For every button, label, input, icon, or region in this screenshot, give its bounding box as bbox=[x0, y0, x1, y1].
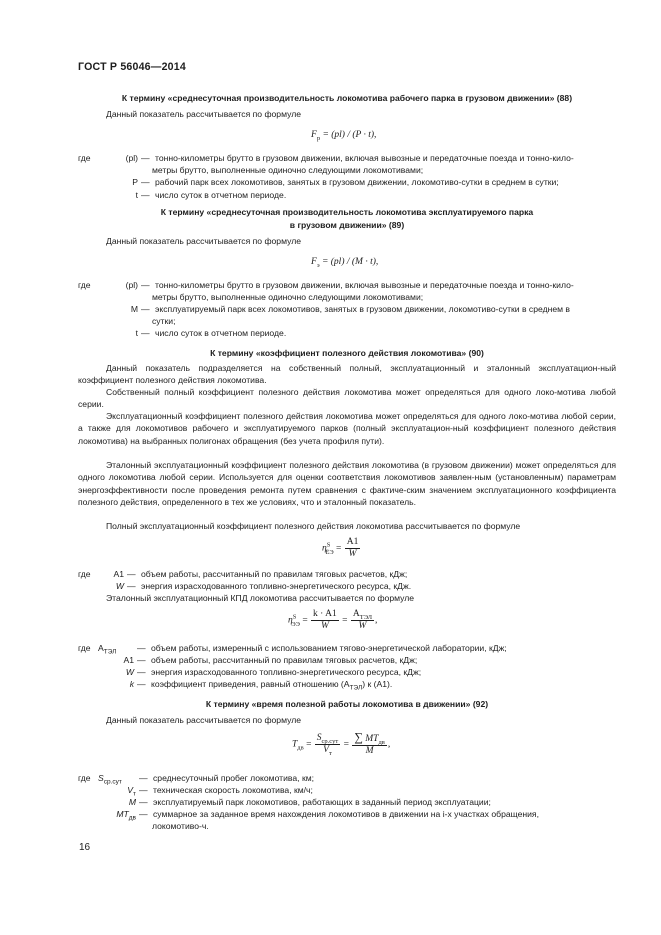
def-89-M: M — эксплуатируемый парк всех локомотивов, занятых в грузовом движении, локомотиво-сутки в среднем в bbox=[130, 304, 570, 314]
page-number: 16 bbox=[79, 842, 91, 853]
heading-90: К термину «коэффициент полезного действия локомотива» (90) bbox=[210, 348, 484, 358]
fraction: $\frac{k \cdot A1}{W}$ bbox=[313, 609, 337, 631]
formula-89-rhs: = (pl) / (M · t), bbox=[321, 257, 379, 267]
def-89-pl: где (pl) — тонно-километры брутто в грузовом движении, включая вывозные и передаточные поезда и тонно-кило- bbox=[78, 280, 574, 290]
formula-92: $T_{дв}$ = $\frac{S_{ср.сут}}{V_т}$ = $\frac{\sum MT_{дв}}{M}$ , bbox=[292, 730, 391, 757]
def-89-pl-cont: метры брутто, выполненные одиночно следующими локомотивами; bbox=[152, 292, 424, 302]
def-88-P: P — рабочий парк всех локомотивов, занятых в грузовом движении, локомотиво-сутки в среднем в сутки; bbox=[132, 177, 559, 187]
def-89-M-cont: сутки; bbox=[152, 316, 176, 326]
def-92-MT: $MT_{дв}$ — суммарное за заданное время нахождения локомотивов в движении на i-х участках обращения, bbox=[116, 809, 539, 822]
standard-header: ГОСТ Р 56046—2014 bbox=[78, 61, 186, 73]
def-92-MT-cont: локомотиво-ч. bbox=[152, 821, 209, 831]
para-90-3: Эксплуатационный коэффициент полезного действия локомотива может определяться для одного локо-мотива любой серии, а также для локомотивов рабочего и эксплуатируемого парков (полный эксплуатацион-ный коэффициент полезного действия локомотива) на выбранных полигонах обращения (без учета профиля пути). bbox=[78, 411, 616, 446]
intro-92: Данный показатель рассчитывается по формуле bbox=[106, 715, 301, 725]
formula-88-rhs: = (pl) / (P · t), bbox=[322, 130, 377, 140]
intro-89: Данный показатель рассчитывается по формуле bbox=[106, 236, 301, 246]
fraction: $\frac{\sum MT_{дв}}{M}$ bbox=[354, 730, 385, 756]
para-90-6: Эталонный эксплуатационный КПД локомотива рассчитывается по формуле bbox=[106, 593, 415, 603]
para-90-5: Полный эксплуатационный коэффициент полезного действия локомотива рассчитывается по формуле bbox=[106, 521, 521, 531]
def-88-t: t — число суток в отчетном периоде. bbox=[135, 190, 287, 200]
def-90-A1: где A1 — объем работы, рассчитанный по правилам тяговых расчетов, кДж; bbox=[78, 569, 408, 579]
def-88-pl-cont: метры брутто, выполненные одиночно следующими локомотивами; bbox=[152, 165, 424, 175]
def-92-M: M — эксплуатируемый парк локомотивов, работающих в заданный период эксплуатации; bbox=[128, 797, 491, 807]
heading-89-line1: К термину «среднесуточная производительность локомотива эксплуатируемого парка bbox=[160, 207, 534, 217]
para-90-1: Данный показатель подразделяется на собственный полный, эксплуатационный и эталонный эксплуатацион-ный коэффициент полезного действия локомотива. bbox=[78, 363, 616, 386]
def-92-V: $V_т$ — техническая скорость локомотива, км/ч; bbox=[127, 785, 313, 798]
formula-89: $F_э = (pl) / (M \cdot t)$, bbox=[311, 257, 379, 269]
para-90-4: Эталонный эксплуатационный коэффициент полезного действия локомотива (в грузовом движении) может определяться для одного локомотива любой серии. Используется для оценки соответствия локомотивов заявлен-ным (установленным) параметрам энергоэффективности после проведения ремонта путем сравнения с фактиче-ским значением эксплуатационного коэффициента полезного действия, определенного в тех же условиях, что и эталонный показатель. bbox=[78, 460, 616, 508]
heading-88: К термину «среднесуточная производительность локомотива рабочего парка в грузовом движении» (88) bbox=[121, 93, 573, 103]
def-88-pl: где (pl) — тонно-километры брутто в грузовом движении, включая вывозные и передаточные поезда и тонно-кило- bbox=[78, 153, 574, 163]
def-92-S: где $S_{ср.сут}$ — среднесуточный пробег локомотива, км; bbox=[78, 773, 314, 786]
fraction: $\frac{A_{ТЭЛ}}{W}$ bbox=[352, 609, 373, 631]
fraction: $\frac{S_{ср.сут}}{V_т}$ bbox=[316, 733, 339, 757]
def-90-k: k — коэффициент приведения, равный отношению $(A_{ТЭЛ})$ к (A1). bbox=[129, 679, 393, 692]
fraction: $\frac{A1}{W}$ bbox=[346, 537, 359, 559]
para-90-2: Собственный полный коэффициент полезного действия локомотива может определяться для одного локо-мотива любой серии. bbox=[78, 387, 616, 410]
def-90-Wb: W — энергия израсходованного топливно-энергетического ресурса, кДж; bbox=[125, 667, 422, 677]
intro-88: Данный показатель рассчитывается по формуле bbox=[106, 109, 301, 119]
formula-88: $F_р = (pl) / (P \cdot t)$, bbox=[311, 130, 377, 142]
def-90-A1b: A1 — объем работы, рассчитанный по правилам тяговых расчетов, кДж; bbox=[123, 655, 418, 665]
def-89-t: t — число суток в отчетном периоде. bbox=[135, 328, 287, 338]
heading-89-line2: в грузовом движении» (89) bbox=[289, 220, 405, 230]
formula-90-full: $\eta^S_{ЁЭ}$ = $\frac{A1}{W}$ bbox=[322, 537, 359, 559]
formula-90-etalon: $\eta^S_{ЭЭ}$ = $\frac{k \cdot A1}{W}$ = $\frac{A_{ТЭЛ}}{W}$ , bbox=[288, 609, 378, 631]
heading-92: К термину «время полезной работы локомотива в движении» (92) bbox=[205, 699, 489, 709]
def-90-W: W — энергия израсходованного топливно-энергетического ресурса, кДж. bbox=[115, 581, 412, 591]
def-90-Atel: где $A_{ТЭЛ}$ — объем работы, измеренный с использованием тягово-энергетической лаборатории, кДж; bbox=[78, 643, 507, 656]
